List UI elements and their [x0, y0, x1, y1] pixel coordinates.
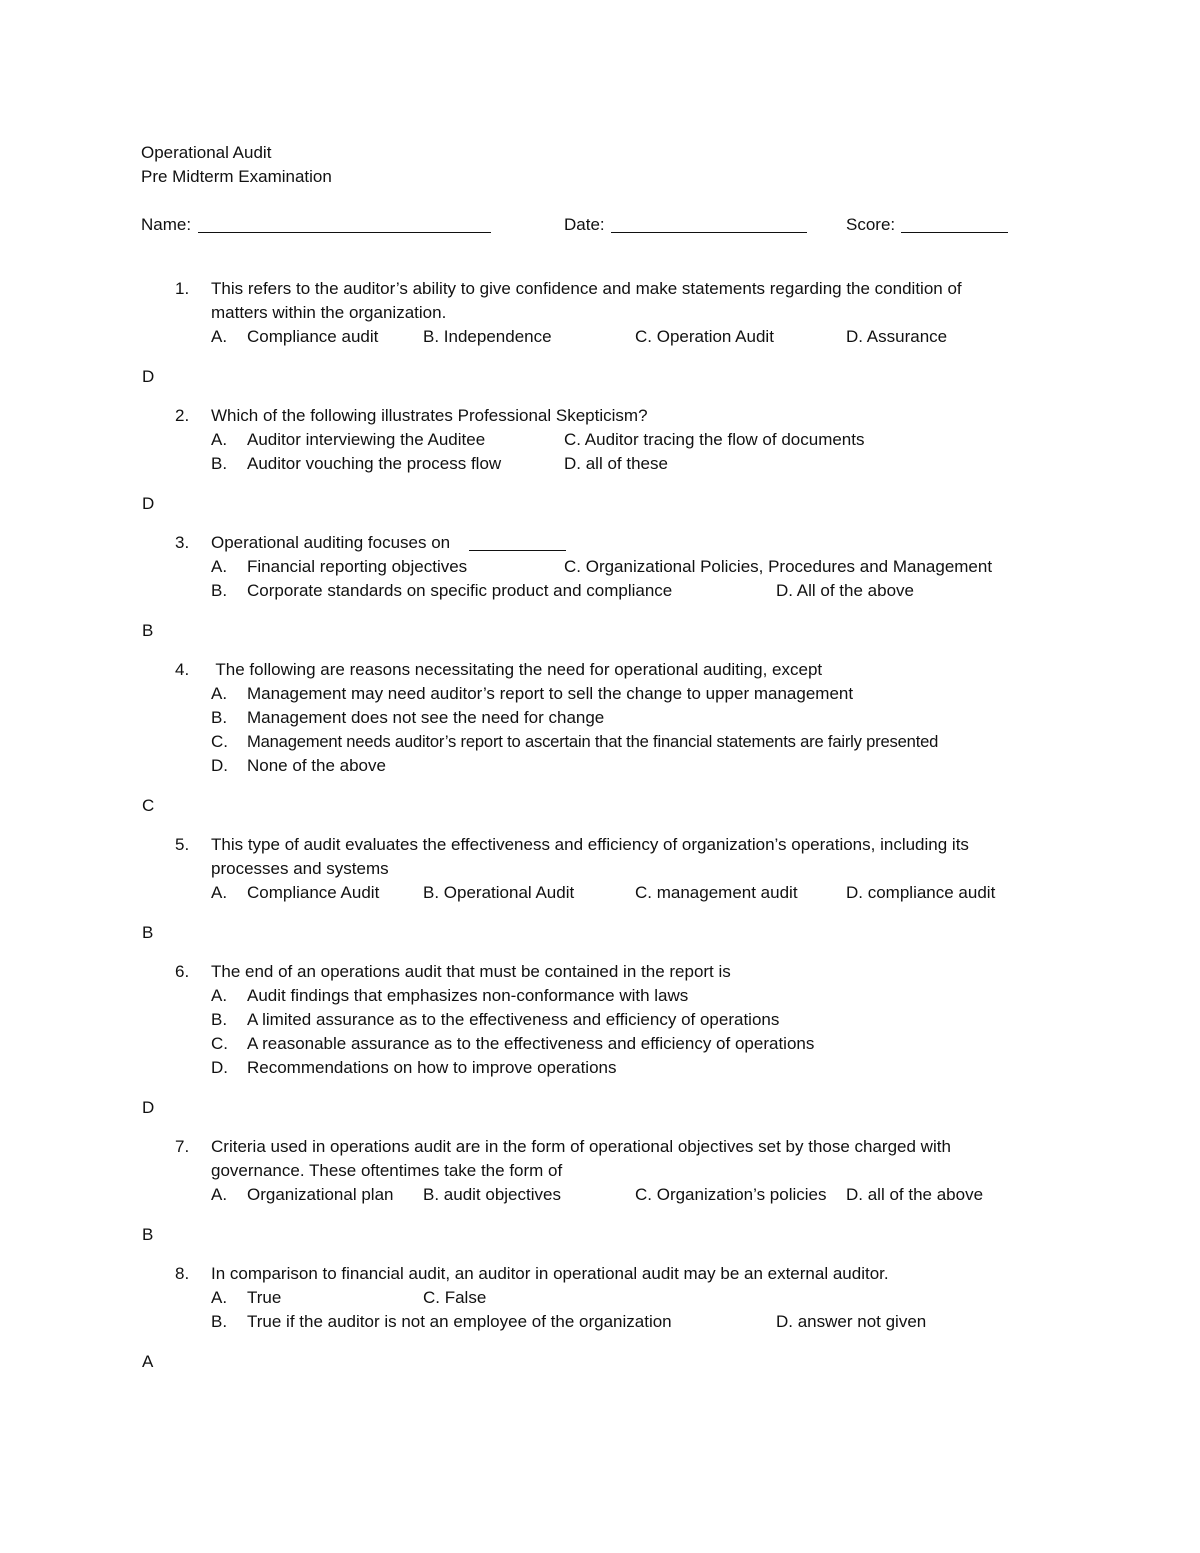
answer: A [142, 1352, 154, 1371]
option-d: D. answer not given [776, 1312, 927, 1331]
name-label: Name: [141, 215, 192, 234]
option-a-letter: A. [211, 327, 228, 346]
option-a: Management may need auditor’s report to sell the change to upper management [247, 684, 854, 703]
option-a: Audit findings that emphasizes non-conformance with laws [247, 986, 689, 1005]
question-number: 1. [175, 279, 190, 298]
option-b: B. Operational Audit [423, 883, 575, 902]
question-text: Operational auditing focuses on [211, 533, 451, 552]
question-number: 4. [175, 660, 190, 679]
option-c: Management needs auditor’s report to ascertain that the financial statements are fairly presented [247, 732, 939, 751]
answer: B [142, 621, 154, 640]
option-a: Auditor interviewing the Auditee [247, 430, 486, 449]
answer: C [142, 796, 155, 815]
option-b: A limited assurance as to the effectiveness and efficiency of operations [247, 1010, 780, 1029]
option-a-letter: A. [211, 1185, 228, 1204]
option-b-letter: B. [211, 1312, 228, 1331]
option-a: Compliance Audit [247, 883, 380, 902]
date-blank-line [611, 232, 807, 233]
option-a-letter: A. [211, 430, 228, 449]
question-text: This refers to the auditor’s ability to give confidence and make statements regarding the condition of [211, 279, 962, 298]
option-a-letter: A. [211, 557, 228, 576]
score-label: Score: [846, 215, 896, 234]
question-text-cont: processes and systems [211, 859, 389, 878]
question-text: The following are reasons necessitating the need for operational auditing, except [211, 660, 823, 679]
option-d: D. compliance audit [846, 883, 996, 902]
question-number: 8. [175, 1264, 190, 1283]
answer: B [142, 923, 154, 942]
option-b-letter: B. [211, 454, 228, 473]
option-d-letter: D. [211, 1058, 228, 1077]
option-d-letter: D. [211, 756, 228, 775]
option-b: Corporate standards on specific product and compliance [247, 581, 673, 600]
question-number: 5. [175, 835, 190, 854]
answer: B [142, 1225, 154, 1244]
option-b: B. audit objectives [423, 1185, 561, 1204]
option-c: C. Organizational Policies, Procedures and Management [564, 557, 993, 576]
option-d: D. all of the above [846, 1185, 984, 1204]
option-d: Recommendations on how to improve operations [247, 1058, 617, 1077]
option-b: B. Independence [423, 327, 552, 346]
option-b-letter: B. [211, 581, 228, 600]
option-d: D. Assurance [846, 327, 948, 346]
option-d: None of the above [247, 756, 386, 775]
option-a-letter: A. [211, 883, 228, 902]
option-b: Auditor vouching the process flow [247, 454, 502, 473]
question-text: The end of an operations audit that must be contained in the report is [211, 962, 731, 981]
option-a-letter: A. [211, 684, 228, 703]
fill-in-blank-line [469, 550, 566, 551]
option-c: C. Operation Audit [635, 327, 774, 346]
option-b: True if the auditor is not an employee of the organization [247, 1312, 672, 1331]
option-c: C. Auditor tracing the flow of documents [564, 430, 865, 449]
answer: D [142, 367, 155, 386]
question-number: 2. [175, 406, 190, 425]
exam-subtitle: Pre Midterm Examination [141, 167, 332, 186]
option-a: True [247, 1288, 282, 1307]
question-number: 6. [175, 962, 190, 981]
option-b-letter: B. [211, 708, 228, 727]
question-text: Which of the following illustrates Professional Skepticism? [211, 406, 648, 425]
option-c: C. False [423, 1288, 487, 1307]
question-number: 3. [175, 533, 190, 552]
option-c: A reasonable assurance as to the effectiveness and efficiency of operations [247, 1034, 815, 1053]
question-text-cont: matters within the organization. [211, 303, 447, 322]
option-a-letter: A. [211, 986, 228, 1005]
option-d: D. all of these [564, 454, 668, 473]
option-c: C. Organization’s policies [635, 1185, 827, 1204]
answer: D [142, 494, 155, 513]
option-b-letter: B. [211, 1010, 228, 1029]
option-c-letter: C. [211, 1034, 228, 1053]
question-number: 7. [175, 1137, 190, 1156]
date-label: Date: [564, 215, 605, 234]
question-text-cont: governance. These oftentimes take the form of [211, 1161, 563, 1180]
score-blank-line [901, 232, 1008, 233]
question-text: Criteria used in operations audit are in the form of operational objectives set by those charged with [211, 1137, 951, 1156]
option-b: Management does not see the need for change [247, 708, 605, 727]
option-c-letter: C. [211, 732, 228, 751]
option-a: Financial reporting objectives [247, 557, 468, 576]
option-a: Compliance audit [247, 327, 379, 346]
option-a: Organizational plan [247, 1185, 394, 1204]
option-a-letter: A. [211, 1288, 228, 1307]
name-blank-line [198, 232, 491, 233]
option-c: C. management audit [635, 883, 798, 902]
exam-title: Operational Audit [141, 143, 272, 162]
question-text: This type of audit evaluates the effectiveness and efficiency of organization’s operations, including its [211, 835, 969, 854]
option-d: D. All of the above [776, 581, 914, 600]
question-text: In comparison to financial audit, an auditor in operational audit may be an external auditor. [211, 1264, 889, 1283]
answer: D [142, 1098, 155, 1117]
